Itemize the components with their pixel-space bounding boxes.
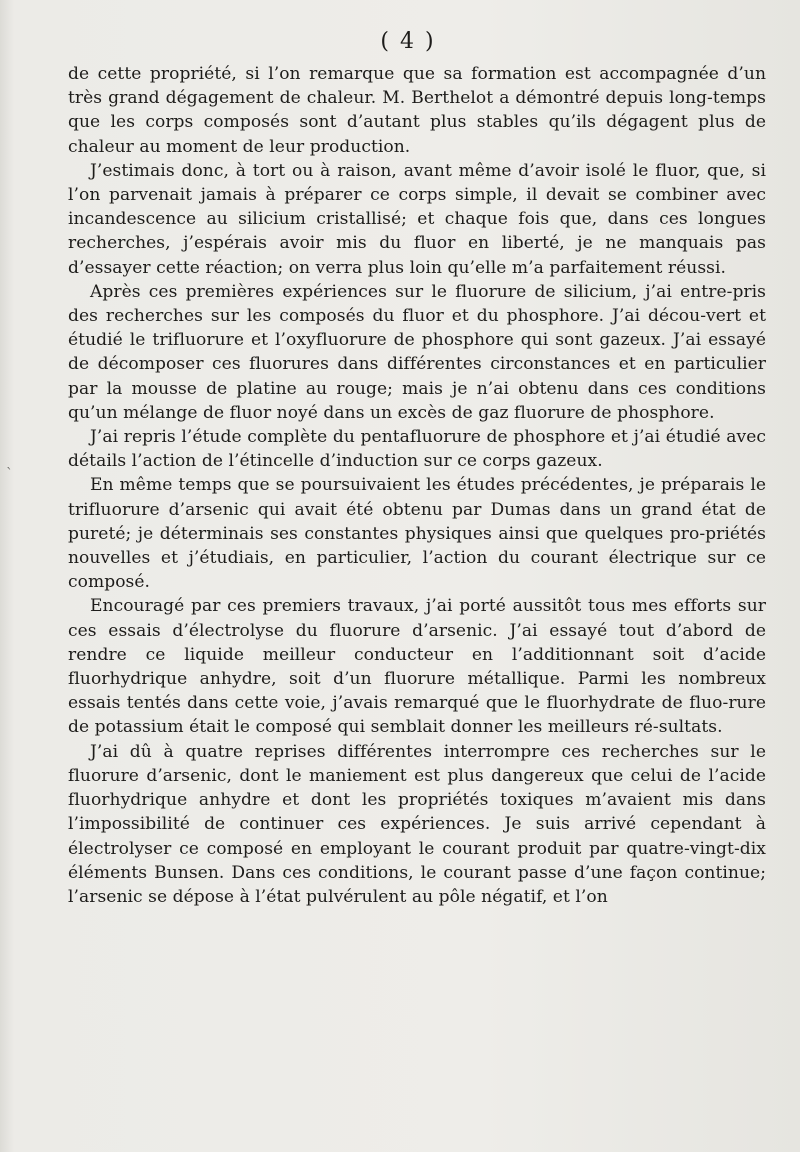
paragraph: J’ai dû à quatre reprises différentes interrompre ces recherches sur le fluorure d’arsenic, dont le maniement est plus dangereux que celui de l’acide fluorhydrique anhydre et dont les propriétés toxiques m’avaient mis dans l’impossibilité de continuer ces expériences. Je suis arrivé cependant à électrolyser ce composé en employant le courant produit par quatre-vingt-dix éléments Bunsen. Dans ces conditions, le courant passe d’une façon continue; l’arsenic se dépose à l’état pulvérulent au pôle négatif, et l’on [68,741,766,907]
paragraph: de cette propriété, si l’on remarque que sa formation est accompagnée d’un très grand dégagement de chaleur. M. Berthelot a démontré depuis long-temps que les corps composés sont d’autant plus stables qu’ils dégagent plus de chaleur au moment de leur production. [68,64,766,157]
paragraph: En même temps que se poursuivaient les études précédentes, je préparais le trifluorure d’arsenic qui avait été obtenu par Dumas dans un grand état de pureté; je déterminais ses constantes physiques ainsi que quelques pro-priétés nouvelles et j’étudiais, en particulier, l’action du courant électrique sur ce composé. [68,475,766,593]
paragraph: J’ai repris l’étude complète du pentafluorure de phosphore et j’ai étudié avec détails l’action de l’étincelle d’induction sur ce corps gazeux. [68,427,766,472]
paragraph: Après ces premières expériences sur le fluorure de silicium, j’ai entre-pris des recherches sur les composés du fluor et du phosphore. J’ai décou-vert et étudié le trifluorure et l’oxyfluorure de phosphore qui sont gazeux. J’ai essayé de décomposer ces fluorures dans différentes circonstances et en particulier par la mousse de platine au rouge; mais je n’ai obtenu dans ces conditions qu’un mélange de fluor noyé dans un excès de gaz fluorure de phosphore. [68,281,766,423]
margin-mark: ˋ [6,466,13,482]
body-text [68,62,766,909]
paragraph: J’estimais donc, à tort ou à raison, avant même d’avoir isolé le fluor, que, si l’on parvenait jamais à préparer ce corps simple, il devait se combiner avec incandescence au silicium cristallisé; et chaque fois que, dans ces longues recherches, j’espérais avoir mis du fluor en liberté, je ne manquais pas d’essayer cette réaction; on verra plus loin qu’elle m’a parfaitement réussi. [68,160,766,278]
page-number: ( 4 ) [380,29,436,54]
paragraph: Encouragé par ces premiers travaux, j’ai porté aussitôt tous mes efforts sur ces essais d’électrolyse du fluorure d’arsenic. J’ai essayé tout d’abord de rendre ce liquide meilleur conducteur en l’additionnant soit d’acide fluorhydrique anhydre, soit d’un fluorure métallique. Parmi les nombreux essais tentés dans cette voie, j’avais remarqué que le fluorhydrate de fluo-rure de potassium était le composé qui semblait donner les meilleurs ré-sultats. [68,596,766,738]
